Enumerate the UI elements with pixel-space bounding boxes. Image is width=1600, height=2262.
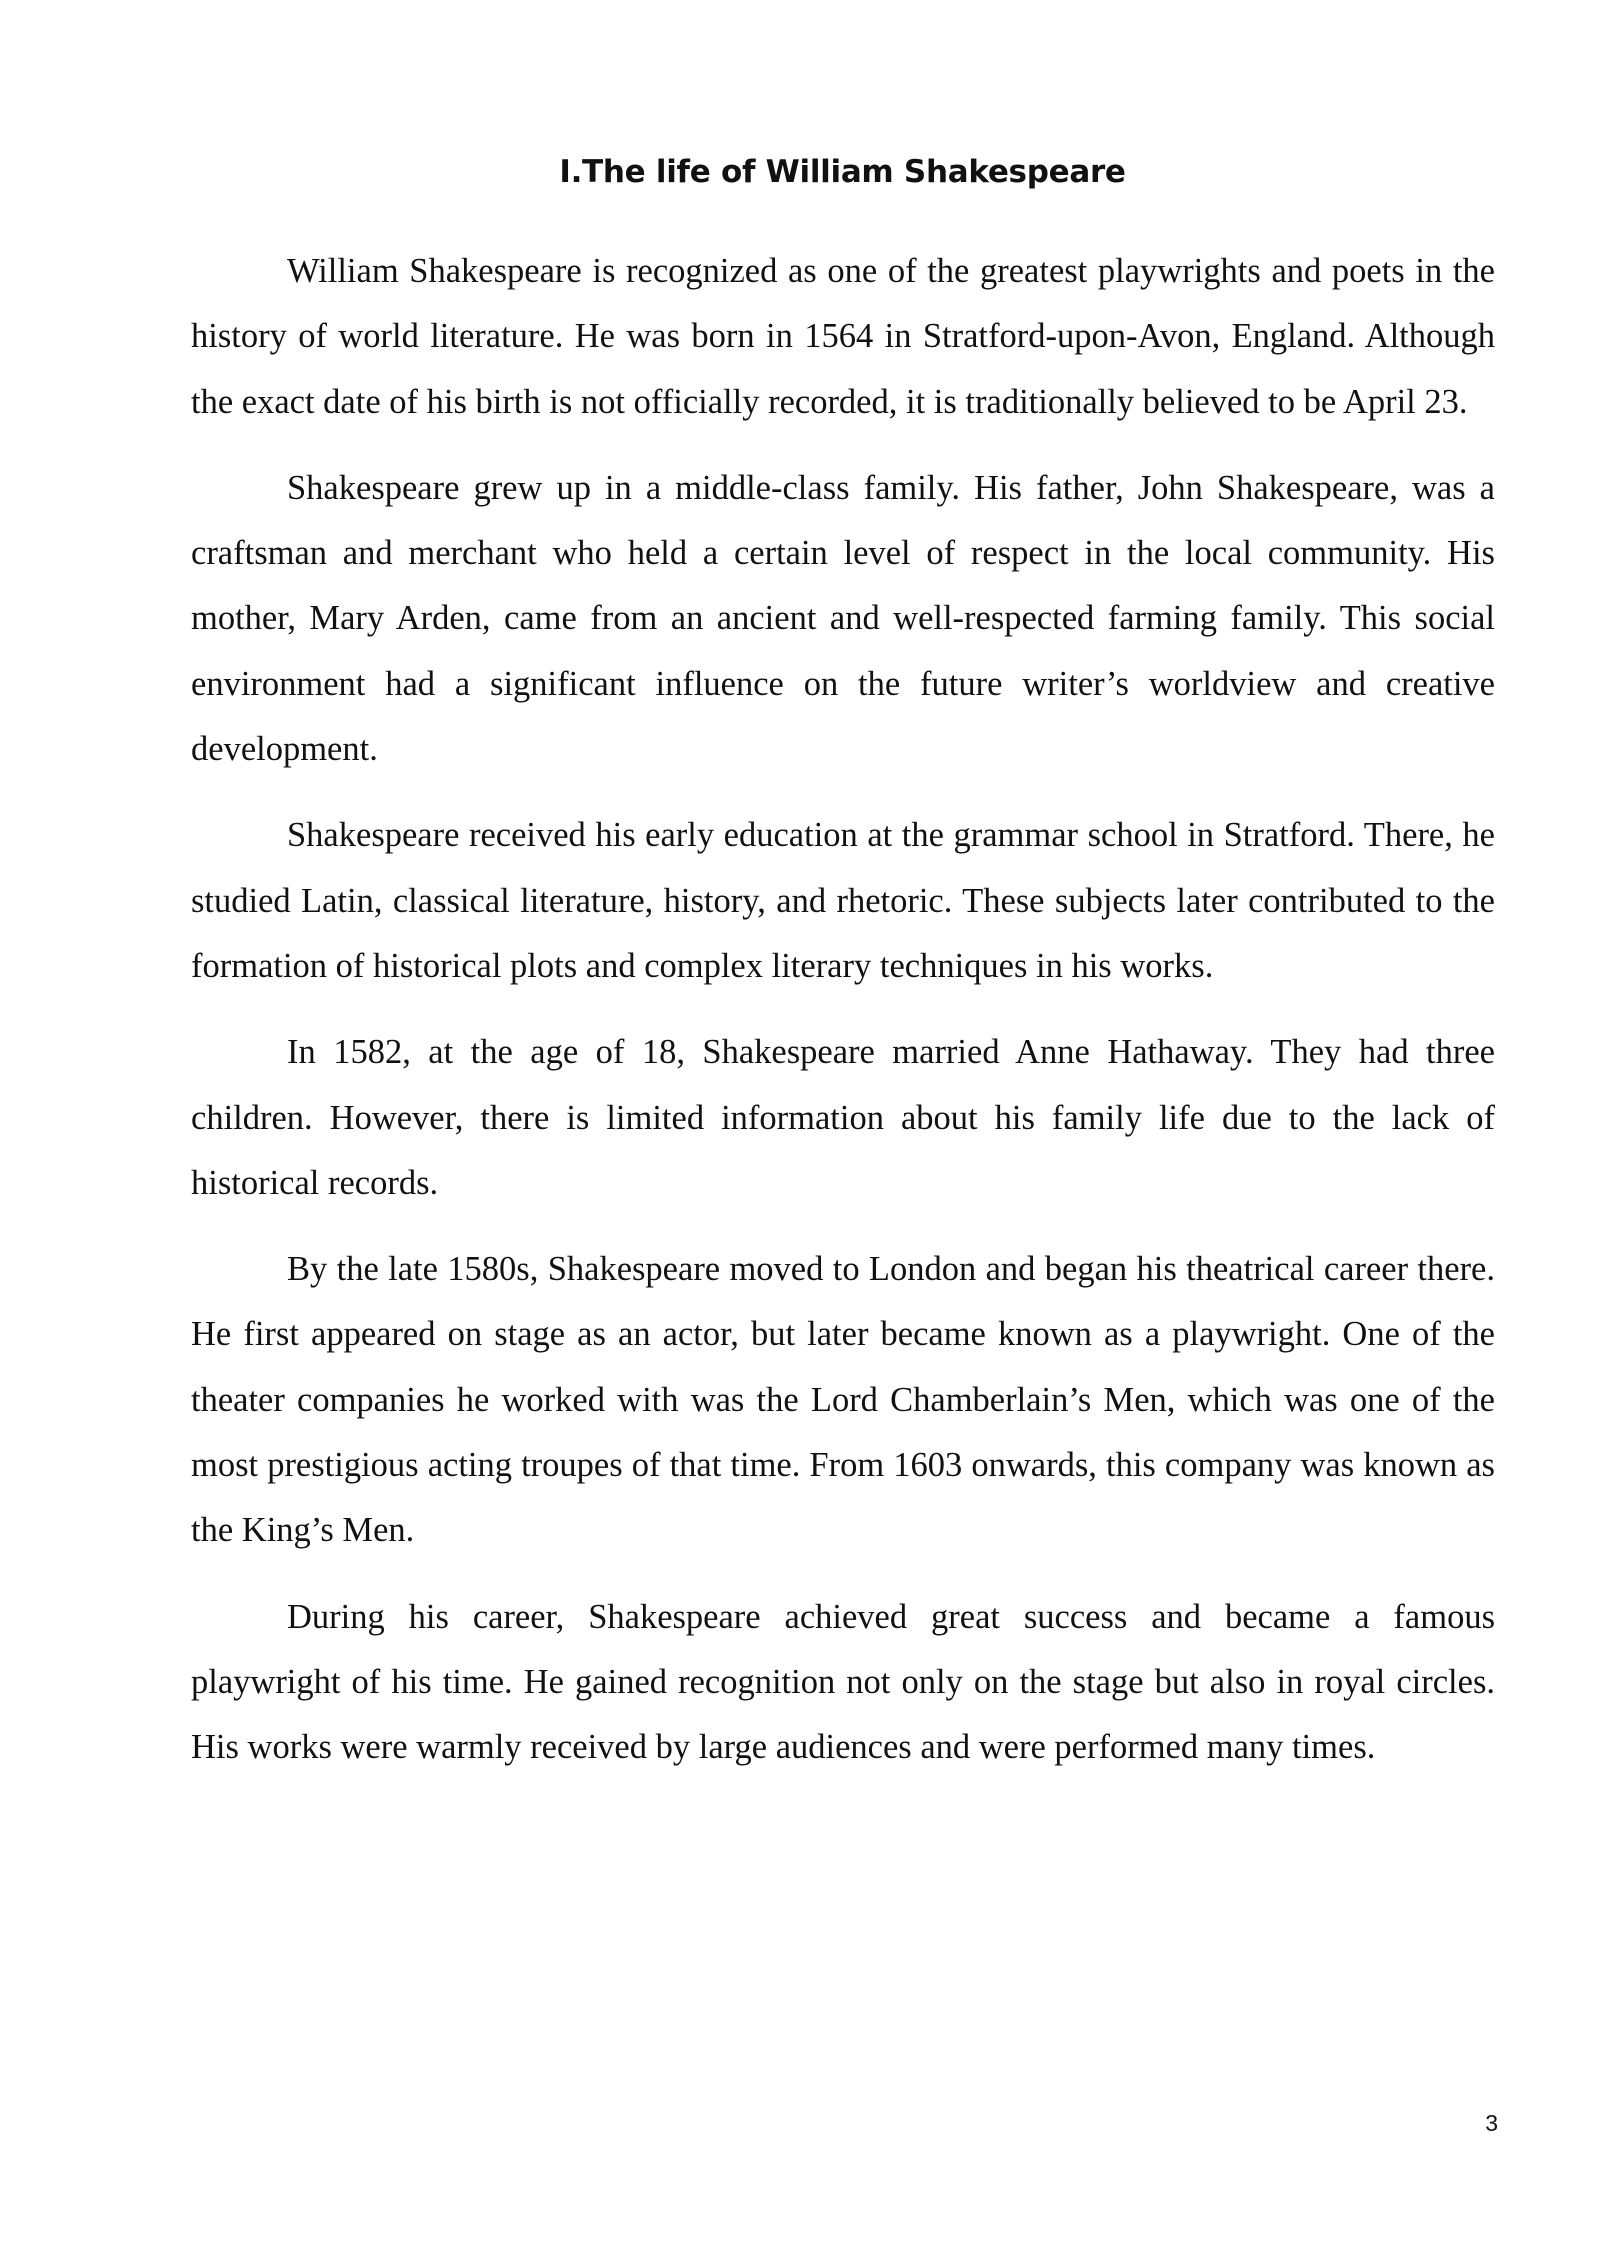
paragraph-education: Shakespeare received his early education at the grammar school in Stratford. There, he studied Latin, classical literature, history, and rhetoric. These subjects later contributed to the formation of historical plots and complex literary techniques in his works. bbox=[191, 816, 1495, 985]
paragraph-london-career: By the late 1580s, Shakespeare moved to London and began his theatrical career there. He first appeared on stage as an actor, but later became known as a playwright. One of the theater companies he worked with was the Lord Chamberlain’s Men, which was one of the most prestigious acting troupes of that time. From 1603 onwards, this company was known as the King’s Men. bbox=[191, 1250, 1495, 1550]
section-heading: I.The life of William Shakespeare bbox=[559, 154, 1126, 190]
page-number: 3 bbox=[1485, 2110, 1498, 2136]
body-text bbox=[191, 239, 1495, 1802]
paragraph-success: During his career, Shakespeare achieved great success and became a famous playwright of his time. He gained recognition not only on the stage but also in royal circles. His works were warmly received by large audiences and were performed many times. bbox=[191, 1597, 1495, 1767]
paragraph-marriage: In 1582, at the age of 18, Shakespeare married Anne Hathaway. They had three children. However, there is limited information about his family life due to the lack of historical records. bbox=[191, 1033, 1495, 1202]
paragraph-birth: William Shakespeare is recognized as one of the greatest playwrights and poets in the history of world literature. He was born in 1564 in Stratford-upon-Avon, England. Although the exact date of his birth is not officially recorded, it is traditionally believed to be April 23. bbox=[191, 252, 1495, 421]
paragraph-family: Shakespeare grew up in a middle-class family. His father, John Shakespeare, was a craftsman and merchant who held a certain level of respect in the local community. His mother, Mary Arden, came from an ancient and well-respected farming family. This social environment had a significant influence on the future writer’s worldview and creative development. bbox=[191, 468, 1495, 769]
